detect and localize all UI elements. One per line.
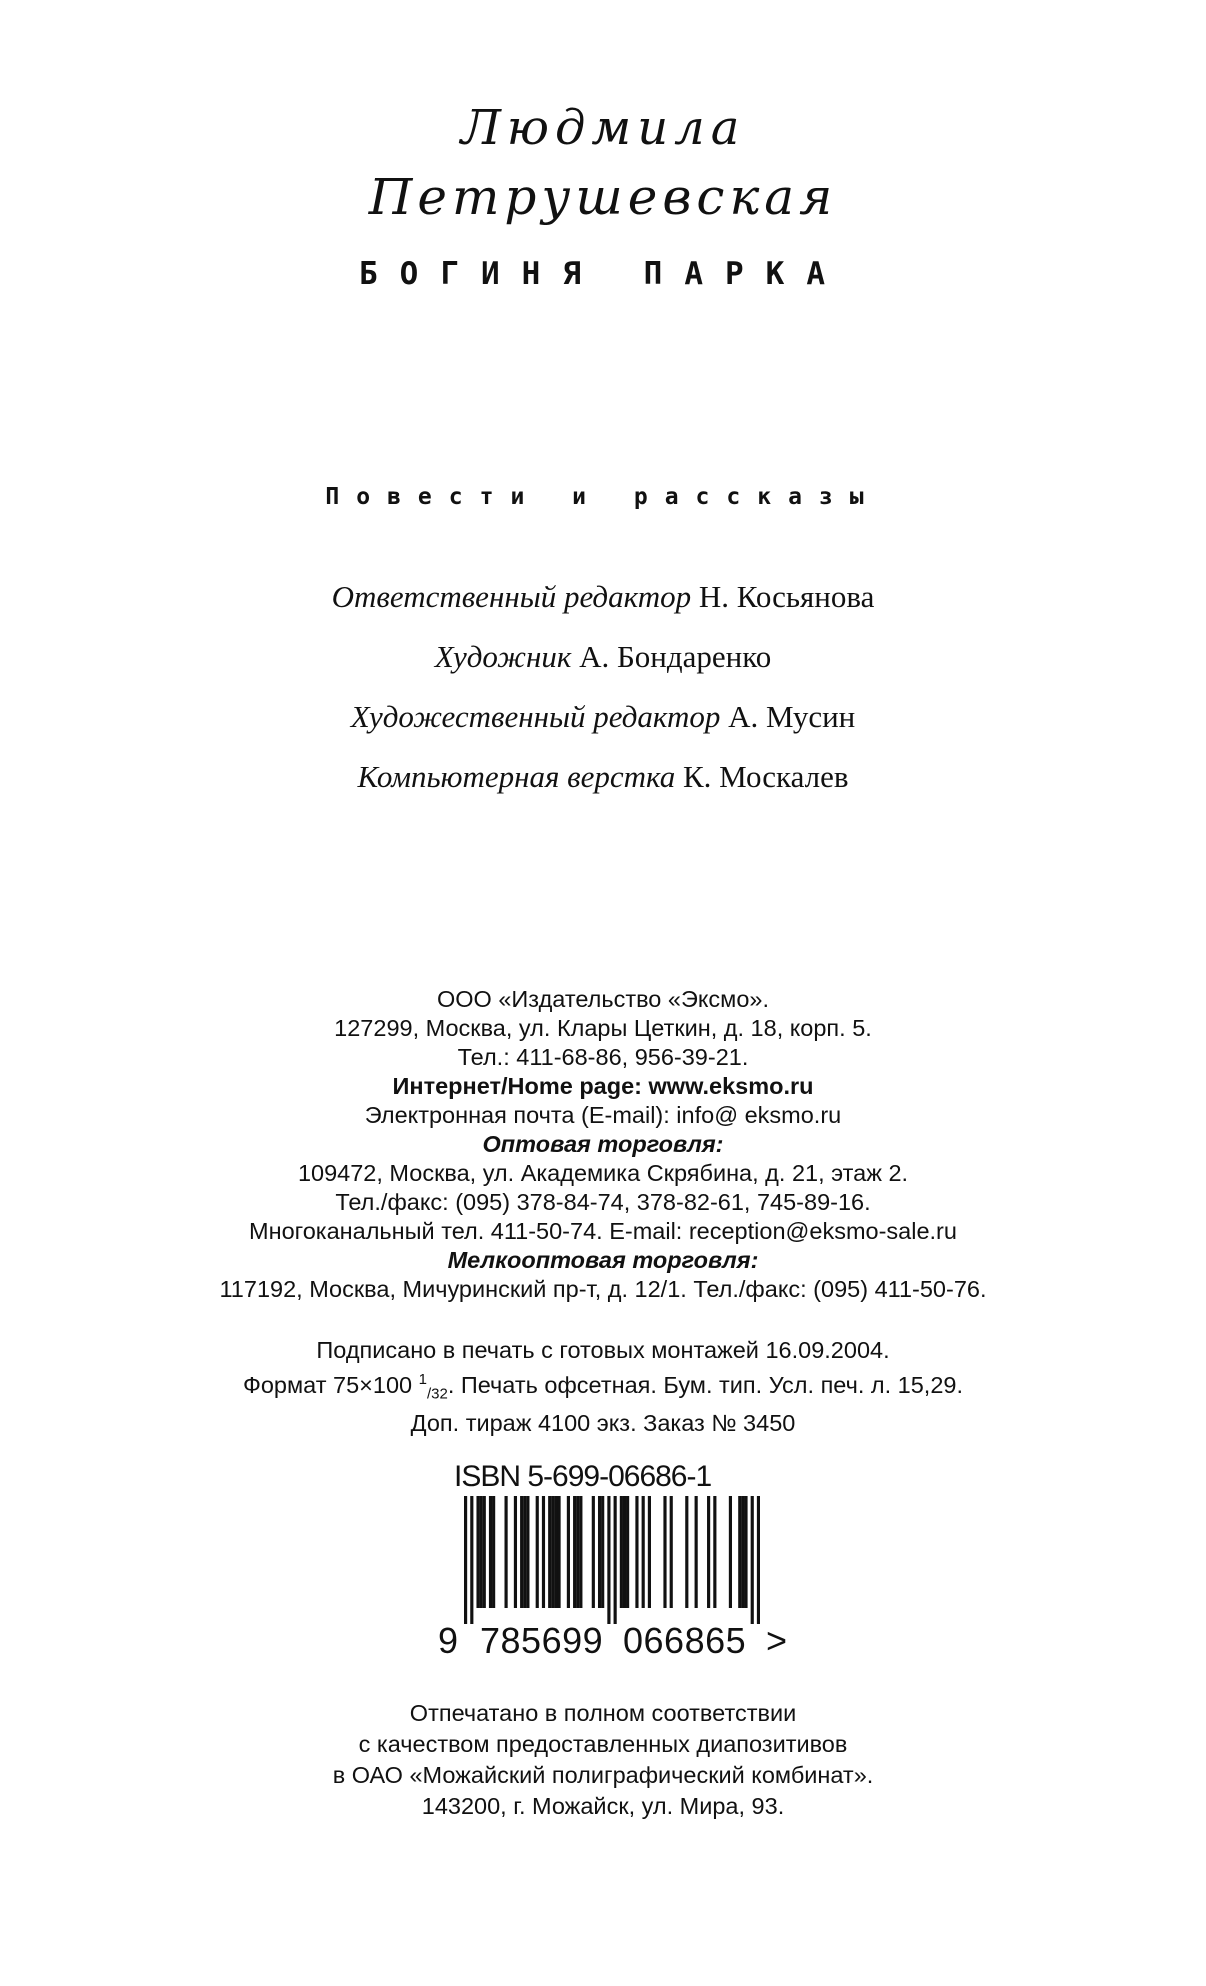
barcode-bar	[738, 1496, 741, 1608]
credit-line	[0, 567, 1206, 627]
credit-role: Художественный редактор	[350, 699, 721, 734]
barcode-bar	[601, 1496, 604, 1608]
barcode-bar	[576, 1496, 579, 1608]
barcode-bar	[476, 1496, 479, 1608]
barcode-bar	[523, 1496, 526, 1608]
barcode-bar	[480, 1496, 483, 1608]
barcode-bar	[707, 1496, 710, 1608]
printer-line: с качеством предоставленных диапозитивов	[358, 1731, 848, 1757]
credit-role: Художник	[434, 639, 572, 674]
book-title: БОГИНЯ ПАРКА	[359, 256, 847, 292]
credit-line	[0, 747, 1206, 807]
wholesale-heading: Оптовая торговля:	[482, 1131, 724, 1157]
barcode-guard-bar	[464, 1496, 467, 1624]
wholesale-address: 109472, Москва, ул. Академика Скрябина, д. 21, этаж 2.	[297, 1160, 909, 1186]
wholesale-multichannel: Многоканальный тел. 411-50-74. E-mail: reception@eksmo-sale.ru	[249, 1218, 957, 1244]
barcode-bar	[670, 1496, 673, 1608]
ean-first-digit: 9	[438, 1620, 459, 1661]
barcode-bar	[635, 1496, 638, 1608]
credit-line	[0, 687, 1206, 747]
credit-name: А. Бондаренко	[579, 639, 772, 674]
barcode-bar	[483, 1496, 486, 1608]
print-run: Доп. тираж 4100 экз. Заказ № 3450	[410, 1409, 796, 1436]
barcode-bar	[536, 1496, 539, 1608]
barcode-bar	[741, 1496, 744, 1608]
credit-name: Н. Косьянова	[698, 579, 875, 614]
barcode-guard-bar	[614, 1496, 617, 1624]
barcode-bar	[489, 1496, 492, 1608]
barcode-bar	[567, 1496, 570, 1608]
barcode-bar	[642, 1496, 645, 1608]
credit-role: Компьютерная верстка	[357, 759, 676, 794]
isbn-label: ISBN 5-699-06686-1	[454, 1460, 712, 1493]
ean-quiet-zone-arrow: >	[766, 1620, 788, 1661]
ean-left-digits: 785699	[480, 1620, 604, 1661]
isbn-barcode-block	[438, 1460, 808, 1660]
small-wholesale-heading: Мелкооптовая торговля:	[447, 1247, 759, 1273]
credit-line	[0, 627, 1206, 687]
printer-info	[0, 1698, 1206, 1822]
barcode-guard-bar	[607, 1496, 610, 1624]
barcode-bar	[492, 1496, 495, 1608]
print-signed: Подписано в печать с готовых монтажей 16.09.2004.	[316, 1337, 890, 1363]
barcode-bar	[623, 1496, 626, 1608]
barcode-guard-bar	[470, 1496, 473, 1624]
barcode-guard-bar	[757, 1496, 760, 1624]
barcode-bar	[551, 1496, 554, 1608]
publisher-phone: Тел.: 411-68-86, 956-39-21.	[457, 1044, 749, 1070]
barcode	[464, 1496, 760, 1624]
print-format: Формат 75×100 $^1_{/32}$. Печать офсетная. Бум. тип. Усл. печ. л. 15,29.	[243, 1371, 963, 1403]
credits-block	[0, 567, 1206, 807]
barcode-bar	[526, 1496, 529, 1608]
barcode-bar	[505, 1496, 508, 1608]
printer-line: в ОАО «Можайский полиграфический комбинат».	[332, 1762, 874, 1788]
barcode-bar	[520, 1496, 523, 1608]
barcode-bar	[626, 1496, 629, 1608]
barcode-bar	[579, 1496, 582, 1608]
author-first-name: Людмила	[460, 100, 746, 156]
publisher-name: ООО «Издательство «Эксмо».	[436, 986, 769, 1012]
printer-line: 143200, г. Можайск, ул. Мира, 93.	[421, 1793, 785, 1819]
printer-line: Отпечатано в полном соответствии	[409, 1700, 797, 1726]
barcode-bar	[648, 1496, 651, 1608]
book-subtitle: Повести и рассказы	[325, 484, 881, 510]
ean-right-digits: 066865	[623, 1620, 747, 1661]
barcode-bar	[557, 1496, 560, 1608]
publisher-web: Интернет/Home page: www.eksmo.ru	[392, 1073, 814, 1099]
barcode-bar	[663, 1496, 666, 1608]
barcode-bar	[542, 1496, 545, 1608]
barcode-bar	[573, 1496, 576, 1608]
barcode-bar	[744, 1496, 747, 1608]
publisher-address: 127299, Москва, ул. Клары Цеткин, д. 18, корп. 5.	[334, 1015, 872, 1041]
wholesale-phone: Тел./факс: (095) 378-84-74, 378-82-61, 745-89-16.	[335, 1189, 871, 1215]
print-info	[0, 1336, 1206, 1438]
publisher-email: Электронная почта (E-mail): info@ eksmo.ru	[364, 1102, 842, 1128]
barcode-bar	[514, 1496, 517, 1608]
barcode-bar	[695, 1496, 698, 1608]
credit-name: А. Мусин	[728, 699, 856, 734]
barcode-bar	[592, 1496, 595, 1608]
barcode-bar	[729, 1496, 732, 1608]
credit-role: Ответственный редактор	[331, 579, 692, 614]
publisher-imprint	[0, 985, 1206, 1304]
barcode-bar	[598, 1496, 601, 1608]
barcode-bar	[548, 1496, 551, 1608]
author-last-name: Петрушевская	[368, 168, 838, 226]
barcode-bar	[685, 1496, 688, 1608]
barcode-bar	[620, 1496, 623, 1608]
barcode-bar	[554, 1496, 557, 1608]
credit-name: К. Москалев	[683, 759, 849, 794]
barcode-guard-bar	[751, 1496, 754, 1624]
small-wholesale-address: 117192, Москва, Мичуринский пр-т, д. 12/1. Тел./факс: (095) 411-50-76.	[219, 1276, 987, 1302]
barcode-bar	[713, 1496, 716, 1608]
